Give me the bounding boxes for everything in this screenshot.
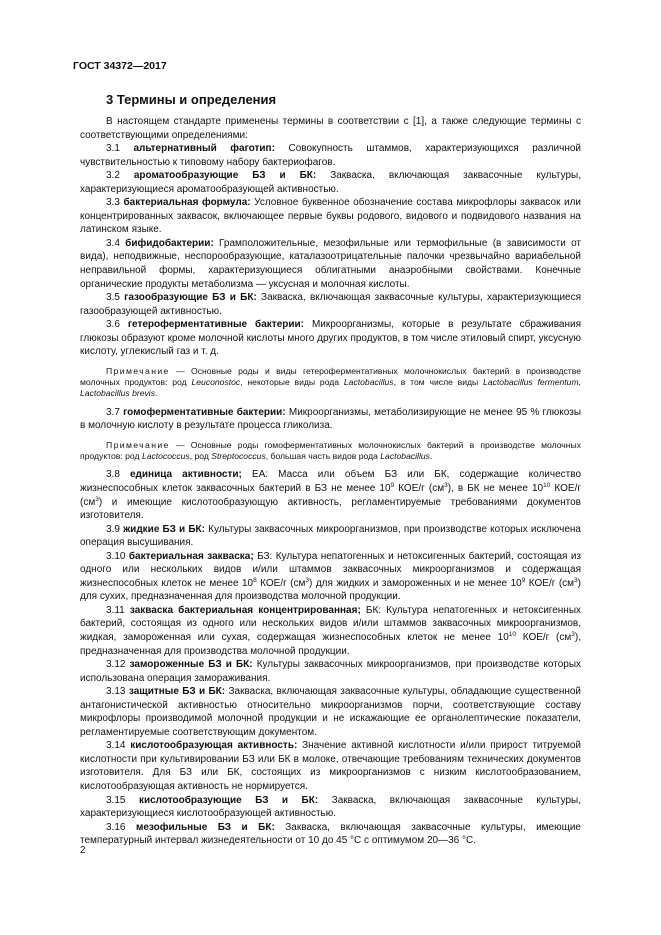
document-body: [80, 115, 581, 848]
term-3-14: 3.14 кислотообразующая активность: Значение активной кислотности и/или прирост титруемой кислотности при культивировании БЗ или БК в молоке, отвечающие требованиям технических документов изготовителя. Для БЗ или БК, состоящих из микроорганизмов с низким кислотообразованием, кислотообразующая активность не нормируется.: [80, 740, 581, 792]
term-3-12: 3.12 замороженные БЗ и БК: Культуры заквасочных микроорганизмов, при производстве которых использована операция замораживания.: [80, 659, 582, 684]
term-3-10: 3.10 бактериальная закваска; БЗ: Культура непатогенных и нетоксигенных бактерий, состоящая из одного или нескольких видов и/или штаммов заквасочных микроорганизмов и содержащая жизнеспособных клеток не менее $10^8$ КОЕ/г $(см^3)$ для жидких и замороженных и не менее $10^9$ КОЕ/г $(см^3)$ для сухих, предназначенная для производства молочной продукции.: [80, 550, 581, 603]
term-3-5: 3.5 газообразующие БЗ и БК: Закваска, включающая заквасочные культуры, характеризующиеся газообразующей активностью.: [80, 292, 582, 317]
note-homofermentative: Примечание — Основные роды гомоферментативных молочнокислых бактерий в производстве молочных продуктов: род Lactococcus, род Streptococcus, большая часть видов рода Lactobacillus.: [80, 439, 581, 462]
term-3-11: 3.11 закваска бактериальная концентрированная; БК: Культура непатогенных и нетоксигенных бактерий, состоящая из одного или нескольких видов и/или штаммов заквасочных микроорганизмов, жидкая, замороженная или сухая, содержащая жизнеспособных клеток не менее $10^{10}$ КОЕ/г $(см^3)$, предназначенная для производства молочной продукции.: [80, 604, 582, 657]
term-3-13: 3.13 защитные БЗ и БК: Закваска, включающая заквасочные культуры, обладающие существенной антагонистической активностью относительно микроорганизмов порчи, соответствующие составу микрофлоры производимой молочной продукции и не искажающие ее органолептические показатели, регламентируемые соответствующим документом.: [80, 686, 582, 738]
term-3-3: 3.3 бактериальная формула: Условное буквенное обозначение состава микрофлоры заквасок или концентрированных заквасок, включающее первые буквы родового, видового и подвидового названия на латинском языке.: [80, 197, 581, 236]
intro-paragraph: В настоящем стандарте применены термины в соответствии с [1], а также следующие термины с соответствующими определениями:: [80, 116, 581, 141]
document-header: ГОСТ 34372—2017: [73, 60, 167, 72]
note-heterofermentative: Примечание — Основные роды и виды гетероферментативных молочнокислых бактерий в производстве молочных продуктов: род Leuconostoc, некоторые виды рода Lactobacillus, в том числе виды Lactobacillus fermentum, Lactobacillus brevis.: [80, 365, 581, 399]
section-title: 3 Термины и определения: [106, 92, 277, 107]
term-3-1: 3.1 альтернативный фаготип: Совокупность штаммов, характеризующихся различной чувствительностью к типовому набору бактериофагов.: [80, 143, 582, 168]
term-3-2: 3.2 ароматообразующие БЗ и БК: Закваска, включающая заквасочные культуры, характеризующиеся ароматообразующей активностью.: [80, 170, 581, 195]
term-3-7: 3.7 гомоферментативные бактерии: Микроорганизмы, метаболизирующие не менее 95 % глюкозы в молочную кислоту в результате процесса гликолиза.: [80, 406, 582, 432]
term-3-8: 3.8 единица активности; ЕА: Масса или объем БЗ или БК, содержащие количество жизнеспособных клеток заквасочных бактерий в БЗ не менее $10^9$ КОЕ/г $(см^3)$, в БК не менее $10^{10}$ КОЕ/г $(см^3)$ и имеющие кислотообразующую активность, регламентируемые требованиями документов изготовителя.: [80, 469, 582, 522]
page-number: 2: [80, 845, 86, 856]
term-3-16: 3.16 мезофильные БЗ и БК: Закваска, включающая заквасочные культуры, имеющие температурный интервал жизнедеятельности от 10 до 45 °С с оптимумом 20—36 °С.: [80, 821, 581, 847]
term-3-15: 3.15 кислотообразующие БЗ и БК: Закваска, включающая заквасочные культуры, характеризующиеся кислотообразующей активностью.: [80, 794, 582, 820]
term-3-9: 3.9 жидкие БЗ и БК: Культуры заквасочных микроорганизмов, при производстве которых исключена операция высушивания.: [80, 523, 581, 549]
term-3-6: 3.6 гетероферментативные бактерии: Микроорганизмы, которые в результате сбраживания глюкозы образуют кроме молочной кислоты много других продуктов, в том числе этиловый спирт, уксусную кислоту, углекислый газ и т. д.: [80, 319, 582, 358]
term-3-4: 3.4 бифидобактерии: Грамположительные, мезофильные или термофильные (в зависимости от вида), неподвижные, неспорообразующие, каталазоотрицательные палочки чрезвычайно вариабельной неправильной формы, характеризующиеся облигатными анаэробными свойствами. Конечные органические продукты метаболизма — уксусная и молочная кислоты.: [80, 237, 581, 290]
